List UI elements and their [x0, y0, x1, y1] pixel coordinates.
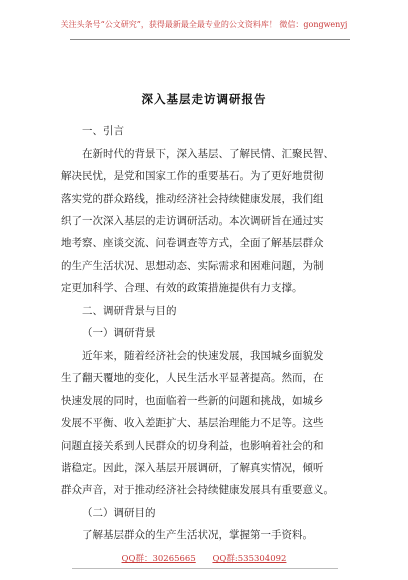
- paragraph-line: 在新时代的背景下，深入基层、了解民情、汇聚民智、: [82, 148, 334, 160]
- top-divider: [70, 39, 350, 40]
- paragraph-line: 地考察、座谈交流、问卷调查等方式，全面了解基层群众: [61, 237, 324, 249]
- qq-group-1[interactable]: QQ群：30265665: [121, 554, 196, 564]
- paragraph-line: 谐稳定。因此，深入基层开展调研，了解真实情况，倾听: [61, 462, 324, 474]
- footer-divider: [72, 568, 338, 569]
- paragraph-line: 定更加科学、合理、有效的政策措施提供有力支撑。: [61, 282, 303, 294]
- section-heading: 一、引言: [82, 125, 124, 137]
- paragraph-line: 问题直接关系到人民群众的切身利益，也影响着社会的和: [61, 440, 324, 452]
- paragraph-line: 了解基层群众的生产生活状况，掌握第一手资料。: [82, 529, 313, 541]
- paragraph-line: 织了一次深入基层的走访调研活动。本次调研旨在通过实: [61, 215, 324, 227]
- paragraph-line: 近年来，随着经济社会的快速发展，我国城乡面貌发: [82, 350, 324, 362]
- top-banner: 关注头条号“公文研究”，获得最新最全最专业的公文资料库！ 微信：gongwenyj: [60, 20, 348, 29]
- footer-bar: [0, 554, 408, 565]
- paragraph-line: 群众声音，对于推动经济社会持续健康发展具有重要意义。: [61, 484, 334, 496]
- subsection-heading: （一）调研背景: [82, 327, 156, 339]
- subsection-heading: （二）调研目的: [82, 507, 156, 519]
- qq-group-2[interactable]: QQ群:535304092: [212, 554, 287, 564]
- paragraph-line: 落实党的群众路线，推动经济社会持续健康发展，我们组: [61, 193, 324, 205]
- paragraph-line: 的生产生活状况、思想动态、实际需求和困难问题，为制: [61, 260, 324, 272]
- section-heading: 二、调研背景与目的: [82, 305, 177, 317]
- paragraph-line: 快速发展的同时，也面临着一些新的问题和挑战，如城乡: [61, 395, 324, 407]
- paragraph-line: 生了翻天覆地的变化，人民生活水平显著提高。然而，在: [61, 372, 324, 384]
- paragraph-line: 发展不平衡、收入差距扩大、基层治理能力不足等。这些: [61, 417, 324, 429]
- document-title: 深入基层走访调研报告: [141, 92, 267, 106]
- paragraph-line: 解决民忧，是党和国家工作的重要基石。为了更好地贯彻: [61, 170, 324, 182]
